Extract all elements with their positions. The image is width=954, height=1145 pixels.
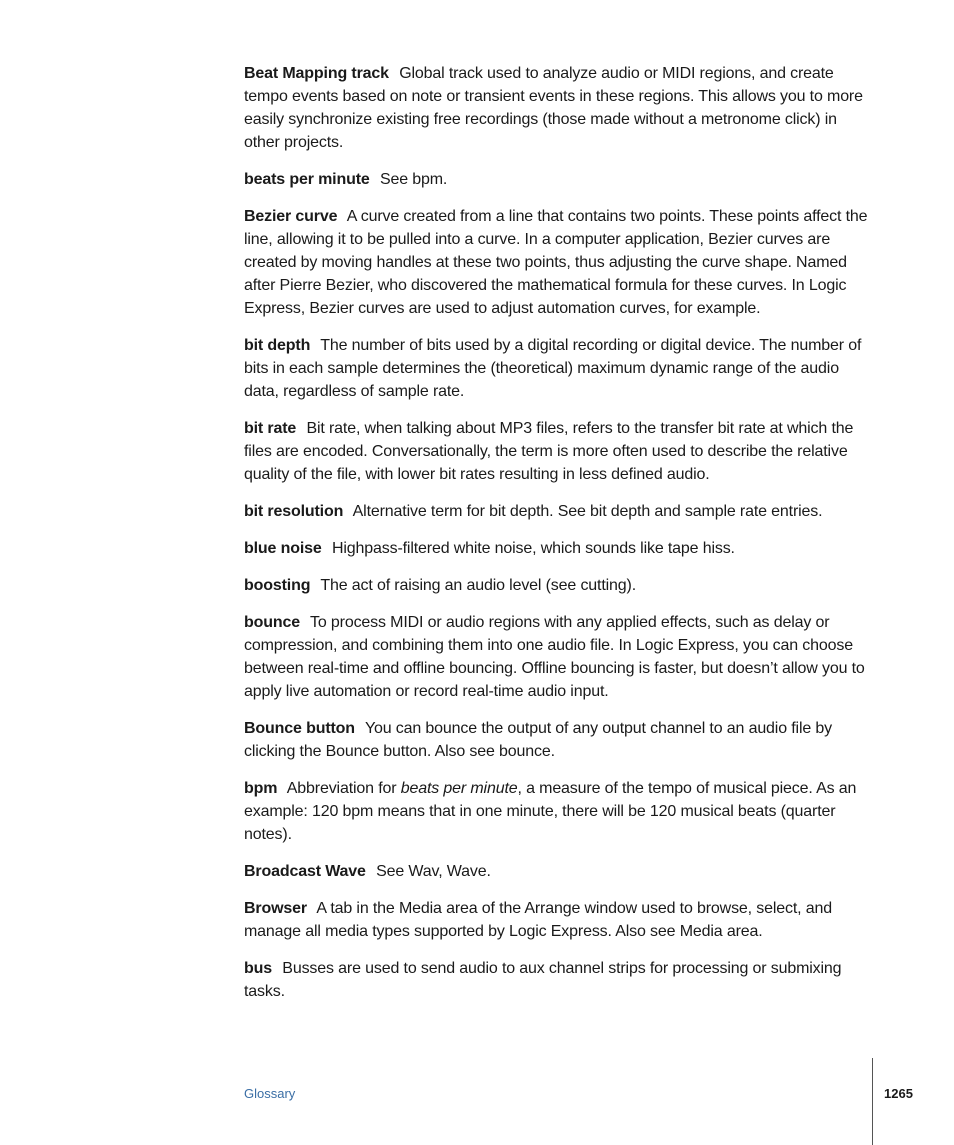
glossary-definition: A tab in the Media area of the Arrange window used to browse, select, and manage all media types supported by Logic Express. Also see Media area. [244, 900, 833, 940]
glossary-term: Bounce button [244, 720, 355, 737]
glossary-term: beats per minute [244, 171, 370, 188]
glossary-term: bus [244, 960, 272, 977]
glossary-entry-bit-rate [244, 417, 876, 486]
glossary-definition: See Wav, Wave. [376, 863, 491, 880]
glossary-term: Broadcast Wave [244, 863, 366, 880]
glossary-term: bounce [244, 614, 300, 631]
glossary-entry-broadcast-wave [244, 860, 876, 883]
footer-section-label: Glossary [244, 1086, 296, 1101]
glossary-definition: Bit rate, when talking about MP3 files, refers to the transfer bit rate at which the files are encoded. Conversationally, the term is more often used to describe the relative quality of the file, with lower bit rates resulting in less defined audio. [244, 420, 854, 483]
footer-divider [872, 1058, 873, 1145]
glossary-term: Bezier curve [244, 208, 338, 225]
page-number: 1265 [884, 1086, 913, 1101]
glossary-term: boosting [244, 577, 311, 594]
glossary-term: blue noise [244, 540, 322, 557]
glossary-term: bit resolution [244, 503, 344, 520]
definition-text: , a measure of the tempo of musical piece. As an example: 120 bpm means that in one minute, there will be 120 musical beats (quarter notes). [244, 780, 857, 843]
glossary-definition: A curve created from a line that contains two points. These points affect the line, allowing it to be pulled into a curve. In a computer application, Bezier curves are created by moving handles at these two points, thus adjusting the curve shape. Named after Pierre Bezier, who discovered the mathematical formula for these curves. In Logic Express, Bezier curves are used to adjust automation curves, for example. [244, 208, 868, 317]
glossary-definition: To process MIDI or audio regions with any applied effects, such as delay or compression, and combining them into one audio file. In Logic Express, you can choose between real-time and offline bouncing. Offline bouncing is faster, but doesn’t allow you to apply live automation or record real-time audio input. [244, 614, 865, 700]
glossary-entry-boosting [244, 574, 876, 597]
glossary-definition: Global track used to analyze audio or MIDI regions, and create tempo events based on note or transient events in these regions. This allows you to more easily synchronize existing free recordings (those made without a metronome click) in other projects. [244, 65, 863, 151]
definition-text: Abbreviation for [286, 780, 401, 797]
glossary-entry-bezier-curve [244, 205, 876, 320]
glossary-definition: The act of raising an audio level (see cutting). [320, 577, 637, 594]
glossary-definition: See bpm. [379, 171, 448, 188]
glossary-entry-bit-resolution [244, 500, 876, 523]
glossary-entry-bounce [244, 611, 876, 703]
glossary-entry-beats-per-minute [244, 168, 876, 191]
glossary-entry-bit-depth [244, 334, 876, 403]
glossary-entry-blue-noise [244, 537, 876, 560]
glossary-definition [244, 780, 856, 843]
glossary-entry-bpm [244, 777, 876, 846]
glossary-entry-bus [244, 957, 876, 1003]
glossary-content [244, 62, 876, 1017]
glossary-term: bpm [244, 780, 278, 797]
glossary-term: Browser [244, 900, 307, 917]
glossary-term: bit rate [244, 420, 297, 437]
glossary-definition: You can bounce the output of any output channel to an audio file by clicking the Bounce button. Also see bounce. [244, 720, 833, 760]
glossary-entry-browser [244, 897, 876, 943]
glossary-definition: The number of bits used by a digital recording or digital device. The number of bits in each sample determines the (theoretical) maximum dynamic range of the audio data, regardless of sample rate. [244, 337, 862, 400]
glossary-definition: Busses are used to send audio to aux channel strips for processing or submixing tasks. [244, 960, 842, 1000]
glossary-term: bit depth [244, 337, 311, 354]
definition-emphasis: beats per minute [400, 780, 518, 797]
glossary-term: Beat Mapping track [244, 65, 389, 82]
glossary-entry-bounce-button [244, 717, 876, 763]
glossary-definition: Highpass-filtered white noise, which sounds like tape hiss. [331, 540, 735, 557]
glossary-definition: Alternative term for bit depth. See bit depth and sample rate entries. [352, 503, 823, 520]
glossary-entry-beat-mapping-track [244, 62, 876, 154]
